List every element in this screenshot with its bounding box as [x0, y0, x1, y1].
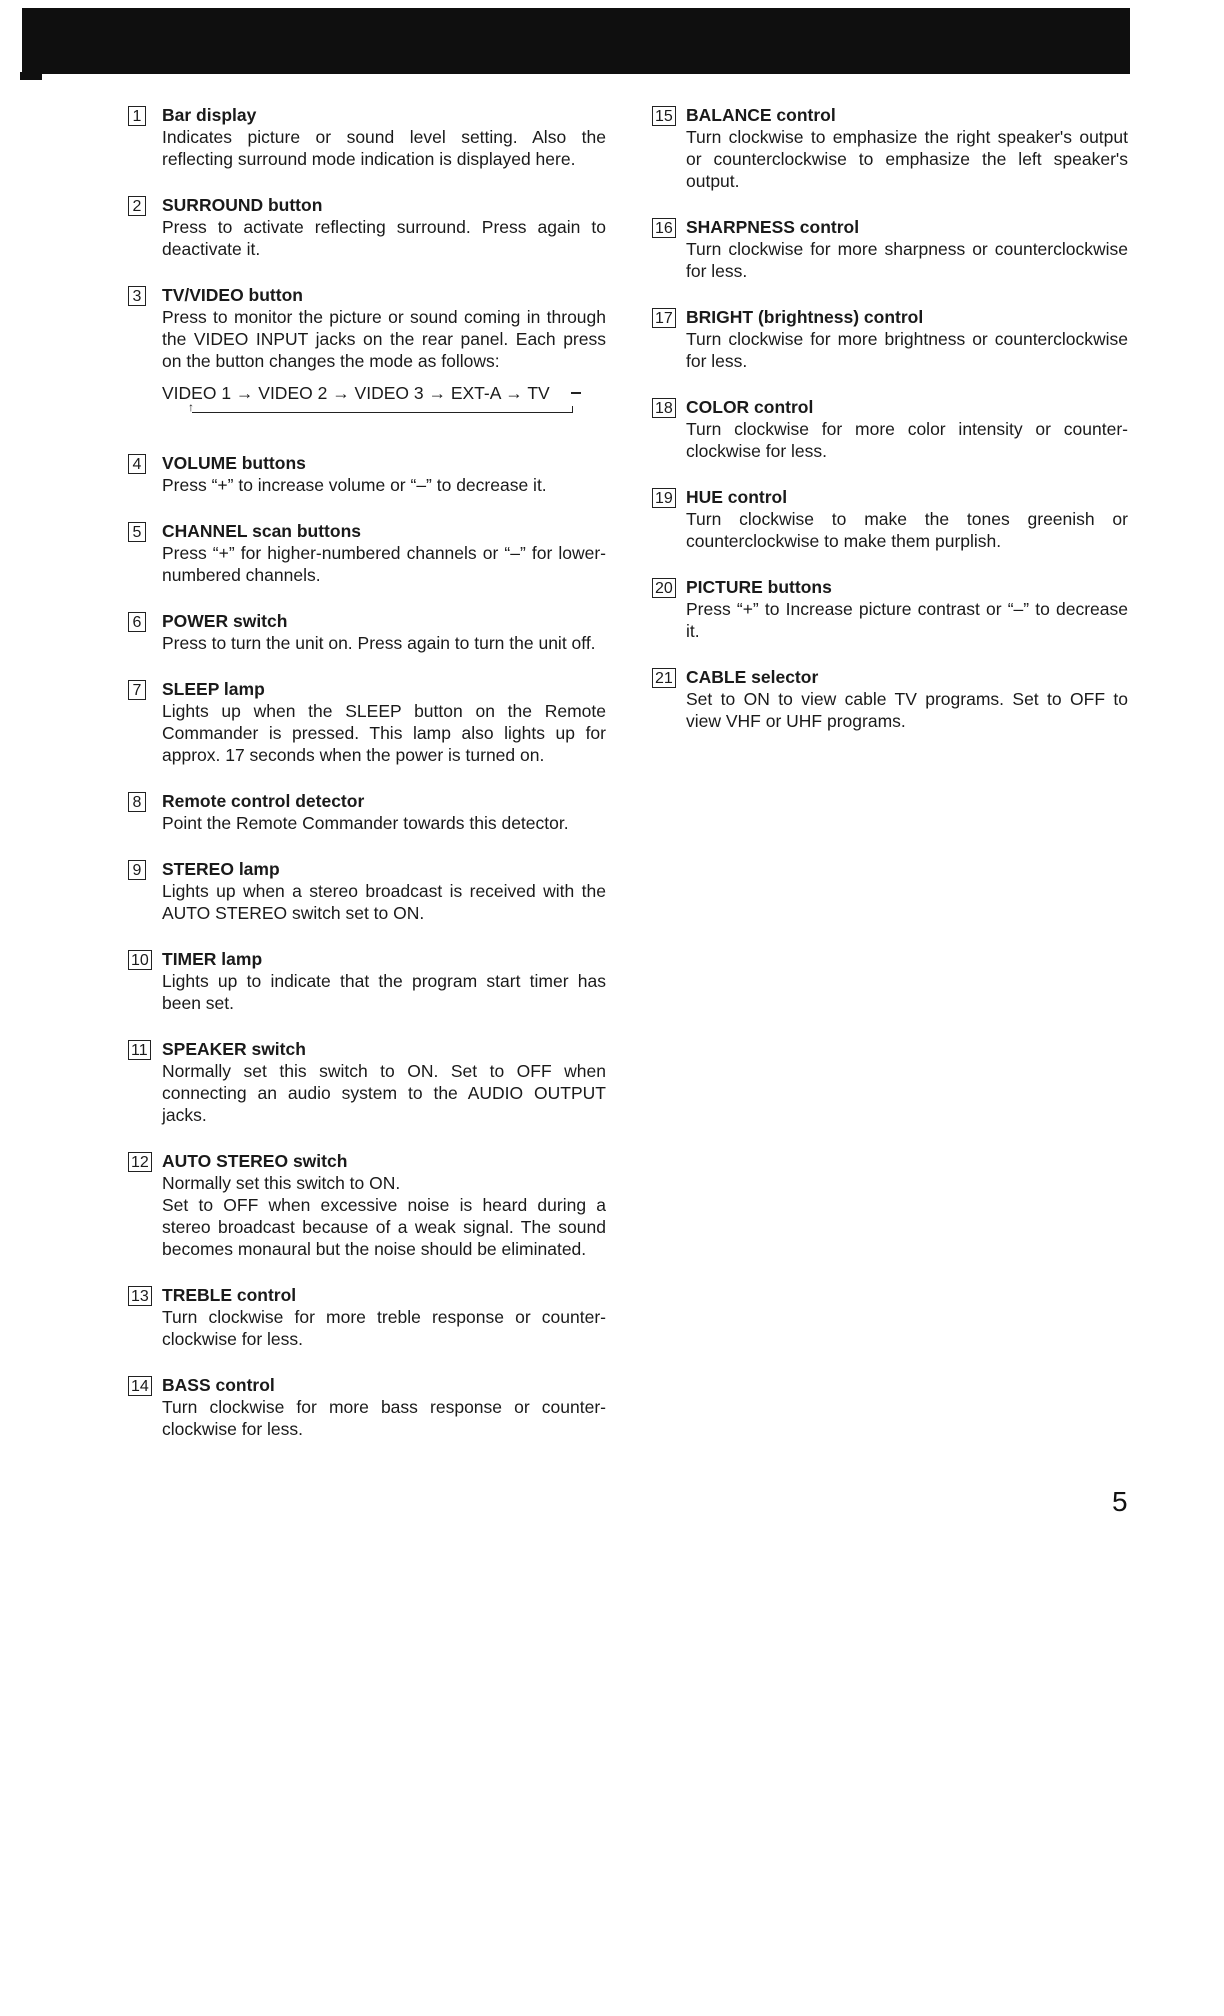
arrow-up-icon: ↑: [188, 400, 194, 414]
item-title: CHANNEL scan buttons: [162, 521, 361, 541]
item-18: [652, 396, 1128, 462]
item-description: [686, 126, 1128, 192]
description-paragraph: Press to monitor the picture or sound coming in through the VIDEO INPUT jacks on the rear panel. Each press on the button changes the mode as follows:: [162, 307, 606, 371]
item-description: [162, 632, 606, 654]
item-number-box: 9: [128, 860, 146, 880]
item-title: POWER switch: [162, 611, 288, 631]
item-10: [128, 948, 606, 1014]
description-paragraph: Press to activate reflecting surround. Press again to deactivate it.: [162, 217, 606, 259]
item-number-box: 5: [128, 522, 146, 542]
item-title: BRIGHT (brightness) control: [686, 307, 924, 327]
description-paragraph: Lights up when the SLEEP button on the Remote Commander is pressed. This lamp also lights up for approx. 17 seconds when the power is turned on.: [162, 701, 606, 765]
item-number-box: 3: [128, 286, 146, 306]
item-description: [686, 418, 1128, 462]
item-title: COLOR control: [686, 397, 814, 417]
item-title: SLEEP lamp: [162, 679, 265, 699]
description-paragraph: Turn clockwise to emphasize the right speaker's output or counterclockwise to emphasize the left speaker's output.: [686, 127, 1128, 191]
item-6: [128, 610, 606, 654]
item-title: BASS control: [162, 1375, 275, 1395]
item-description: [686, 688, 1128, 732]
item-20: [652, 576, 1128, 642]
description-paragraph: Turn clockwise for more treble response or counter-clockwise for less.: [162, 1307, 606, 1349]
description-paragraph: Set to OFF when excessive noise is heard during a stereo broadcast because of a weak signal. The sound becomes monaural but the noise should be eliminated.: [162, 1195, 606, 1259]
description-paragraph: Press to turn the unit on. Press again to turn the unit off.: [162, 633, 596, 653]
description-paragraph: Press “+” to Increase picture contrast or “–” to decrease it.: [686, 599, 1128, 641]
header-bar: [22, 8, 1130, 74]
item-description: [686, 508, 1128, 552]
item-title: HUE control: [686, 487, 788, 507]
item-12: [128, 1150, 606, 1260]
item-15: [652, 104, 1128, 192]
item-description: [162, 474, 606, 496]
mode-sequence-diagram: [162, 382, 606, 428]
item-7: [128, 678, 606, 766]
item-5: [128, 520, 606, 586]
description-paragraph: Turn clockwise to make the tones greenish or counterclockwise to make them purplish.: [686, 509, 1128, 551]
item-number-box: 10: [128, 950, 152, 970]
item-8: [128, 790, 606, 834]
description-paragraph: Lights up when a stereo broadcast is received with the AUTO STEREO switch set to ON.: [162, 881, 606, 923]
left-column: [128, 104, 606, 1464]
item-number-box: 1: [128, 106, 146, 126]
item-title: PICTURE buttons: [686, 577, 832, 597]
item-number-box: 14: [128, 1376, 152, 1396]
item-number-box: 12: [128, 1152, 152, 1172]
item-description: [162, 1396, 606, 1440]
item-description: [162, 1060, 606, 1126]
item-3: [128, 284, 606, 428]
item-title: Remote control detector: [162, 791, 365, 811]
item-title: VOLUME buttons: [162, 453, 306, 473]
item-4: [128, 452, 606, 496]
description-paragraph: Set to ON to view cable TV programs. Set to OFF to view VHF or UHF programs.: [686, 689, 1128, 731]
item-number-box: 11: [128, 1040, 151, 1060]
item-number-box: 16: [652, 218, 676, 238]
item-number-box: 15: [652, 106, 676, 126]
item-description: [162, 812, 606, 834]
item-number-box: 18: [652, 398, 676, 418]
item-9: [128, 858, 606, 924]
sequence-loop-top: [571, 392, 581, 394]
description-paragraph: Turn clockwise for more sharpness or counterclockwise for less.: [686, 239, 1128, 281]
item-title: TV/VIDEO button: [162, 285, 303, 305]
sequence-loop-line: [192, 406, 573, 413]
description-paragraph: Turn clockwise for more color intensity or counter-clockwise for less.: [686, 419, 1128, 461]
item-17: [652, 306, 1128, 372]
item-title: BALANCE control: [686, 105, 836, 125]
description-paragraph: Turn clockwise for more bass response or counter-clockwise for less.: [162, 1397, 606, 1439]
item-description: [162, 970, 606, 1014]
description-paragraph: Turn clockwise for more brightness or counterclockwise for less.: [686, 329, 1128, 371]
item-description: [162, 1172, 606, 1260]
item-description: [162, 542, 606, 586]
item-description: [162, 306, 606, 372]
page-number: 5: [1112, 1486, 1128, 1517]
item-21: [652, 666, 1128, 732]
item-description: [686, 328, 1128, 372]
item-title: SHARPNESS control: [686, 217, 860, 237]
item-13: [128, 1284, 606, 1350]
description-paragraph: Lights up to indicate that the program start timer has been set.: [162, 971, 606, 1013]
description-paragraph: Normally set this switch to ON. Set to OFF when connecting an audio system to the AUDIO OUTPUT jacks.: [162, 1061, 606, 1125]
item-number-box: 2: [128, 196, 146, 216]
item-1: [128, 104, 606, 170]
item-description: [162, 1306, 606, 1350]
item-number-box: 19: [652, 488, 676, 508]
item-description: [162, 126, 606, 170]
item-number-box: 8: [128, 792, 146, 812]
item-number-box: 7: [128, 680, 146, 700]
description-paragraph: Point the Remote Commander towards this detector.: [162, 813, 569, 833]
description-paragraph: Press “+” for higher-numbered channels or “–” for lower-numbered channels.: [162, 543, 606, 585]
item-number-box: 17: [652, 308, 676, 328]
item-title: STEREO lamp: [162, 859, 280, 879]
item-description: [162, 880, 606, 924]
item-2: [128, 194, 606, 260]
item-title: CABLE selector: [686, 667, 819, 687]
item-description: [162, 216, 606, 260]
description-paragraph: Indicates picture or sound level setting. Also the reflecting surround mode indication is displayed here.: [162, 127, 606, 169]
item-number-box: 4: [128, 454, 146, 474]
item-title: AUTO STEREO switch: [162, 1151, 348, 1171]
item-number-box: 13: [128, 1286, 152, 1306]
header-bar-tick: [20, 72, 42, 80]
item-title: Bar display: [162, 105, 257, 125]
item-title: SPEAKER switch: [162, 1039, 306, 1059]
item-title: TREBLE control: [162, 1285, 297, 1305]
item-description: [162, 700, 606, 766]
mode-sequence: VIDEO 1 → VIDEO 2 → VIDEO 3 → EXT-A → TV: [162, 383, 550, 403]
item-number-box: 6: [128, 612, 146, 632]
item-16: [652, 216, 1128, 282]
item-14: [128, 1374, 606, 1440]
item-number-box: 21: [652, 668, 676, 688]
description-paragraph: Normally set this switch to ON.: [162, 1173, 401, 1193]
item-number-box: 20: [652, 578, 676, 598]
item-19: [652, 486, 1128, 552]
description-paragraph: Press “+” to increase volume or “–” to decrease it.: [162, 475, 547, 495]
item-description: [686, 598, 1128, 642]
item-title: TIMER lamp: [162, 949, 263, 969]
item-title: SURROUND button: [162, 195, 323, 215]
item-description: [686, 238, 1128, 282]
item-11: [128, 1038, 606, 1126]
right-column: [652, 104, 1128, 756]
